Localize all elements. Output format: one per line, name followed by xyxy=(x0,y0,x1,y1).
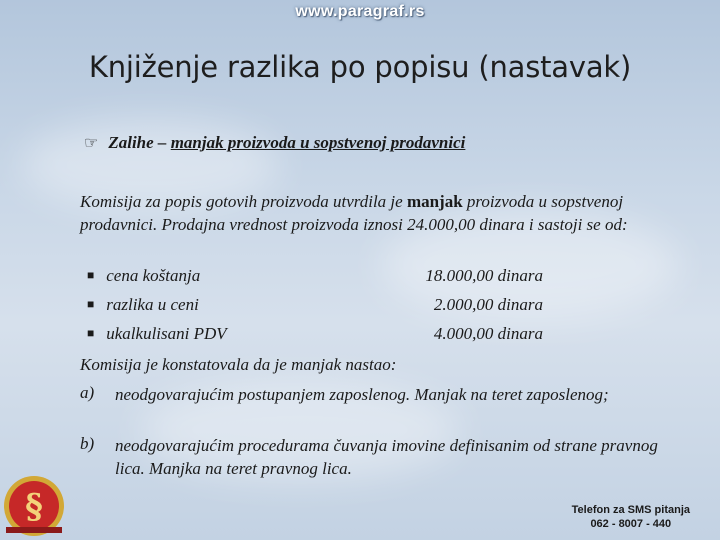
list-item xyxy=(87,324,227,344)
sms-number: 062 - 8007 - 440 xyxy=(590,518,672,530)
svg-text:§: § xyxy=(25,487,43,527)
list-item xyxy=(87,295,199,315)
intro-text: Komisija za popis gotovih proizvoda utvrdila je xyxy=(80,192,407,211)
square-bullet-icon: ■ xyxy=(87,268,95,282)
subtitle-underlined: manjak proizvoda u sopstvenoj prodavnici xyxy=(170,133,466,152)
list-item xyxy=(87,266,200,286)
site-watermark: www.paragraf.rs xyxy=(295,3,425,20)
intro-bold: manjak xyxy=(406,192,463,211)
sms-contact xyxy=(572,503,690,531)
subtitle-line xyxy=(84,133,465,153)
paragraf-logo xyxy=(0,468,72,540)
intro-paragraph xyxy=(80,190,680,236)
conclusion-text: Komisija je konstatovala da je manjak nastao: xyxy=(80,355,397,374)
square-bullet-icon: ■ xyxy=(87,326,95,340)
option-letter: a) xyxy=(80,383,95,402)
item-label: ukalkulisani PDV xyxy=(106,324,227,343)
sms-label: Telefon za SMS pitanja xyxy=(571,504,690,516)
page-title: Knjiženje razlika po popisu (nastavak) xyxy=(88,50,632,84)
option-letter: b) xyxy=(80,434,95,453)
item-label: cena koštanja xyxy=(106,266,201,285)
intro-text-rest: proizvoda u sopstvenoj prodavnici. Prodajna vrednost proizvoda iznosi 24.000,00 dinara i sastoji se od: xyxy=(80,192,628,234)
option-text: neodgovarajućim procedurama čuvanja imovine definisanim od strane pravnog lica. Manjka na teret pravnog lica. xyxy=(115,436,658,478)
item-amount: 4.000,00 dinara xyxy=(433,324,543,343)
item-label: razlika u ceni xyxy=(106,295,199,314)
hand-pointer-icon: ☞ xyxy=(84,135,99,152)
subtitle-lead: Zalihe – xyxy=(108,133,171,152)
item-amount: 18.000,00 dinara xyxy=(425,266,543,285)
square-bullet-icon: ■ xyxy=(87,297,95,311)
item-amount: 2.000,00 dinara xyxy=(433,295,543,314)
option-text: neodgovarajućim postupanjem zaposlenog. Manjak na teret zaposlenog; xyxy=(115,385,609,404)
